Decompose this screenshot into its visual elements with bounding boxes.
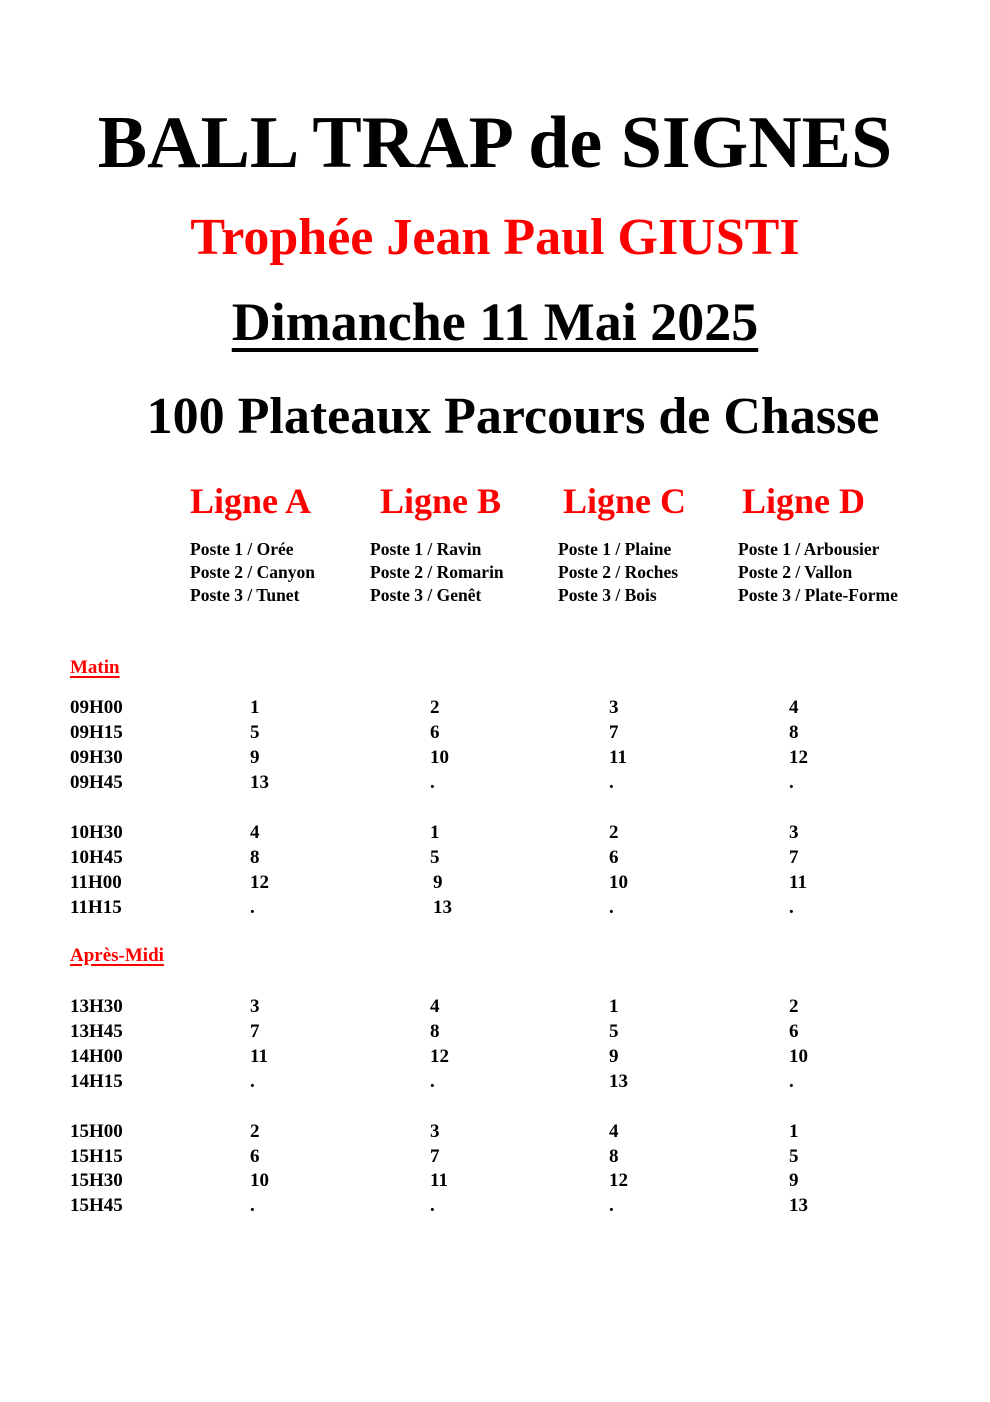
line-c-squad-cell: 5 — [609, 1021, 619, 1042]
line-a-squad-cell: . — [250, 1195, 255, 1216]
line-c-heading: Ligne C — [563, 481, 687, 521]
line-d-squad-cell: 3 — [789, 822, 799, 843]
line-a-squad-cell: . — [250, 897, 255, 918]
line-b-squad-cell: 8 — [430, 1021, 440, 1042]
line-c-squad-cell: 10 — [609, 872, 628, 893]
line-c-squad-cell: 13 — [609, 1071, 628, 1092]
line-b-squad-cell: 9 — [433, 872, 443, 893]
line-d-squad-cell: 7 — [789, 847, 799, 868]
line-b-squad-cell: . — [430, 772, 435, 793]
time-slot: 10H45 — [70, 847, 123, 868]
poste-item: Poste 2 / Romarin — [370, 562, 504, 582]
line-c-squad-cell: 9 — [609, 1046, 619, 1067]
line-a-squad-cell: 1 — [250, 697, 260, 718]
line-c-squad-cell: 11 — [609, 747, 627, 768]
line-d-squad-cell: 10 — [789, 1046, 808, 1067]
time-slot: 15H30 — [70, 1170, 123, 1191]
line-a-squad-cell: 7 — [250, 1021, 260, 1042]
line-a-squad-cell: . — [250, 1071, 255, 1092]
poste-item: Poste 1 / Orée — [190, 539, 294, 559]
line-d-squad-cell: 11 — [789, 872, 807, 893]
time-slot: 15H00 — [70, 1121, 123, 1142]
line-a-squad-cell: 5 — [250, 722, 260, 743]
time-slot: 14H00 — [70, 1046, 123, 1067]
time-slot: 14H15 — [70, 1071, 123, 1092]
line-d-squad-cell: 13 — [789, 1195, 808, 1216]
line-a-squad-cell: 4 — [250, 822, 260, 843]
afternoon-section-label: Après-Midi — [70, 945, 164, 966]
time-slot: 13H30 — [70, 996, 123, 1017]
line-a-squad-cell: 6 — [250, 1146, 260, 1167]
poste-item: Poste 3 / Plate-Forme — [738, 585, 898, 605]
line-d-squad-cell: . — [789, 1071, 794, 1092]
line-a-heading: Ligne A — [190, 481, 312, 521]
time-slot: 09H45 — [70, 772, 123, 793]
time-slot: 15H45 — [70, 1195, 123, 1216]
line-c-squad-cell: 1 — [609, 996, 619, 1017]
line-c-postes — [558, 538, 678, 607]
line-b-squad-cell: 4 — [430, 996, 440, 1017]
line-b-squad-cell: . — [430, 1195, 435, 1216]
line-a-squad-cell: 10 — [250, 1170, 269, 1191]
event-date — [0, 290, 990, 354]
line-a-squad-cell: 12 — [250, 872, 269, 893]
line-b-squad-cell: . — [430, 1071, 435, 1092]
line-a-squad-cell: 2 — [250, 1121, 260, 1142]
time-slot: 13H45 — [70, 1021, 123, 1042]
line-a-postes — [190, 538, 315, 607]
poste-item: Poste 2 / Vallon — [738, 562, 853, 582]
poste-item: Poste 3 / Tunet — [190, 585, 300, 605]
line-c-squad-cell: 7 — [609, 722, 619, 743]
line-b-squad-cell: 13 — [433, 897, 452, 918]
line-c-squad-cell: . — [609, 897, 614, 918]
poste-item: Poste 1 / Arbousier — [738, 539, 880, 559]
line-a-squad-cell: 9 — [250, 747, 260, 768]
line-d-squad-cell: 2 — [789, 996, 799, 1017]
page-title: BALL TRAP de SIGNES — [97, 102, 893, 184]
line-b-squad-cell: 5 — [430, 847, 440, 868]
poste-item: Poste 3 / Genêt — [370, 585, 482, 605]
time-slot: 15H15 — [70, 1146, 123, 1167]
line-c-squad-cell: . — [609, 772, 614, 793]
line-c-squad-cell: 12 — [609, 1170, 628, 1191]
line-d-squad-cell: 6 — [789, 1021, 799, 1042]
morning-section-label: Matin — [70, 657, 120, 678]
line-b-postes — [370, 538, 504, 607]
event-description: 100 Plateaux Parcours de Chasse — [146, 388, 880, 445]
poste-item: Poste 1 / Plaine — [558, 539, 672, 559]
line-d-squad-cell: 9 — [789, 1170, 799, 1191]
time-slot: 11H15 — [70, 897, 122, 918]
line-c-squad-cell: . — [609, 1195, 614, 1216]
line-d-squad-cell: 4 — [789, 697, 799, 718]
poste-item: Poste 1 / Ravin — [370, 539, 482, 559]
line-d-squad-cell: 1 — [789, 1121, 799, 1142]
line-b-squad-cell: 7 — [430, 1146, 440, 1167]
line-b-squad-cell: 10 — [430, 747, 449, 768]
line-b-squad-cell: 1 — [430, 822, 440, 843]
poste-item: Poste 2 / Canyon — [190, 562, 315, 582]
time-slot: 10H30 — [70, 822, 123, 843]
line-a-squad-cell: 8 — [250, 847, 260, 868]
line-b-squad-cell: 11 — [430, 1170, 448, 1191]
time-slot: 11H00 — [70, 872, 122, 893]
line-b-heading: Ligne B — [380, 481, 502, 521]
line-d-postes — [738, 538, 898, 607]
line-b-squad-cell: 12 — [430, 1046, 449, 1067]
time-slot: 09H00 — [70, 697, 123, 718]
line-c-squad-cell: 4 — [609, 1121, 619, 1142]
time-slot: 09H30 — [70, 747, 123, 768]
line-a-squad-cell: 3 — [250, 996, 260, 1017]
event-date-text: Dimanche 11 Mai 2025 — [231, 292, 759, 352]
trophy-subtitle: Trophée Jean Paul GIUSTI — [190, 209, 800, 266]
time-slot: 09H15 — [70, 722, 123, 743]
line-c-squad-cell: 3 — [609, 697, 619, 718]
poste-item: Poste 2 / Roches — [558, 562, 679, 582]
line-d-squad-cell: 12 — [789, 747, 808, 768]
line-c-squad-cell: 8 — [609, 1146, 619, 1167]
line-b-squad-cell: 2 — [430, 697, 440, 718]
line-c-squad-cell: 2 — [609, 822, 619, 843]
line-d-squad-cell: . — [789, 897, 794, 918]
line-b-squad-cell: 6 — [430, 722, 440, 743]
line-d-squad-cell: 5 — [789, 1146, 799, 1167]
line-d-squad-cell: 8 — [789, 722, 799, 743]
line-d-heading: Ligne D — [742, 481, 866, 521]
line-a-squad-cell: 13 — [250, 772, 269, 793]
line-b-squad-cell: 3 — [430, 1121, 440, 1142]
line-c-squad-cell: 6 — [609, 847, 619, 868]
line-a-squad-cell: 11 — [250, 1046, 268, 1067]
poste-item: Poste 3 / Bois — [558, 585, 657, 605]
line-d-squad-cell: . — [789, 772, 794, 793]
